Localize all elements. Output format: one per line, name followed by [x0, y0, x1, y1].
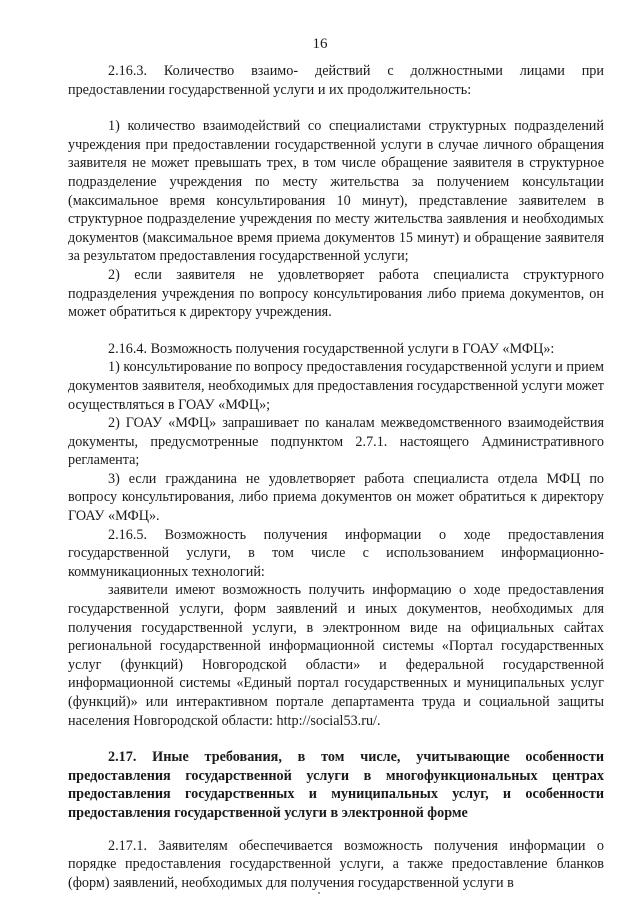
paragraph-2-16-5: 2.16.5. Возможность получения информации о ходе предоставления государственной услуги, в том числе с использованием информационно-коммуникационных технологий: [68, 526, 604, 580]
paragraph-2-16-3-item-1: 1) количество взаимодействий со специалистами структурных подразделений учреждения при предоставлении государственной услуги в случае личного обращения заявителя не может превышать трех, в том числе обращение заявителя в структурное подразделение учреждения по месту жительства за получением консультации (максимальное время консультирования 10 минут), представление заявителем в структурное подразделение учреждения по месту жительства заявления и необходимых документов (максимальное время приема документов 15 минут) и обращение заявителя за результатом предоставления государственной услуги; [68, 118, 604, 265]
paragraph-2-16-3-item-2: 2) если заявителя не удовлетворяет работа специалиста структурного подразделения учреждения по вопросу консультирования либо приема документов, он может обратиться к директору учреждения. [68, 266, 604, 321]
paragraph-2-17-1: 2.17.1. Заявителям обеспечивается возможность получения информации о порядке предоставления государственной услуги, а также предоставление бланков (форм) заявлений, необходимых для получения государственной услуги в [68, 837, 604, 891]
document-body [68, 62, 604, 892]
paragraph-2-16-4-item-3: 3) если гражданина не удовлетворяет работа специалиста отдела МФЦ по вопросу консультирования, либо приема документов он может обратиться к директору ГОАУ «МФЦ». [68, 470, 604, 525]
paragraph-2-16-4-item-2: 2) ГОАУ «МФЦ» запрашивает по каналам межведомственного взаимодействия документы, предусмотренные подпунктом 2.7.1. настоящего Административного регламента; [68, 415, 604, 469]
paragraph-2-16-5-body: заявители имеют возможность получить информацию о ходе предоставления государственной услуги, форм заявлений и иных документов, необходимых для получения государственной услуги, в электронном виде на официальных сайтах региональной государственной информационной системы «Портал государственных услуг (функций) Новгородской области» и федеральной государственной информационной системы «Единый портал государственных и муниципальных услуг (функций)» или интерактивном портале департамента труда и социальной защиты населения Новгородской области: http://social53.ru/. [68, 582, 604, 729]
page-number: 16 [312, 36, 328, 52]
scan-artifact [318, 892, 320, 894]
paragraph-2-16-4: 2.16.4. Возможность получения государственной услуги в ГОАУ «МФЦ»: [108, 340, 555, 357]
paragraph-2-16-4-item-1: 1) консультирование по вопросу предоставления государственной услуги и прием документов заявителя, необходимых для предоставления государственной услуги может осуществляться в ГОАУ «МФЦ»; [68, 359, 604, 413]
section-heading-2-17: 2.17. Иные требования, в том числе, учитывающие особенности предоставления государственной услуги в многофункциональных центрах предоставления государственных и муниципальных услуг, и особенности предоставления государственной услуги в электронной форме [68, 749, 604, 821]
paragraph-2-16-3: 2.16.3. Количество взаимо- действий с должностными лицами при предоставлении государственной услуги и их продолжительность: [68, 63, 604, 98]
